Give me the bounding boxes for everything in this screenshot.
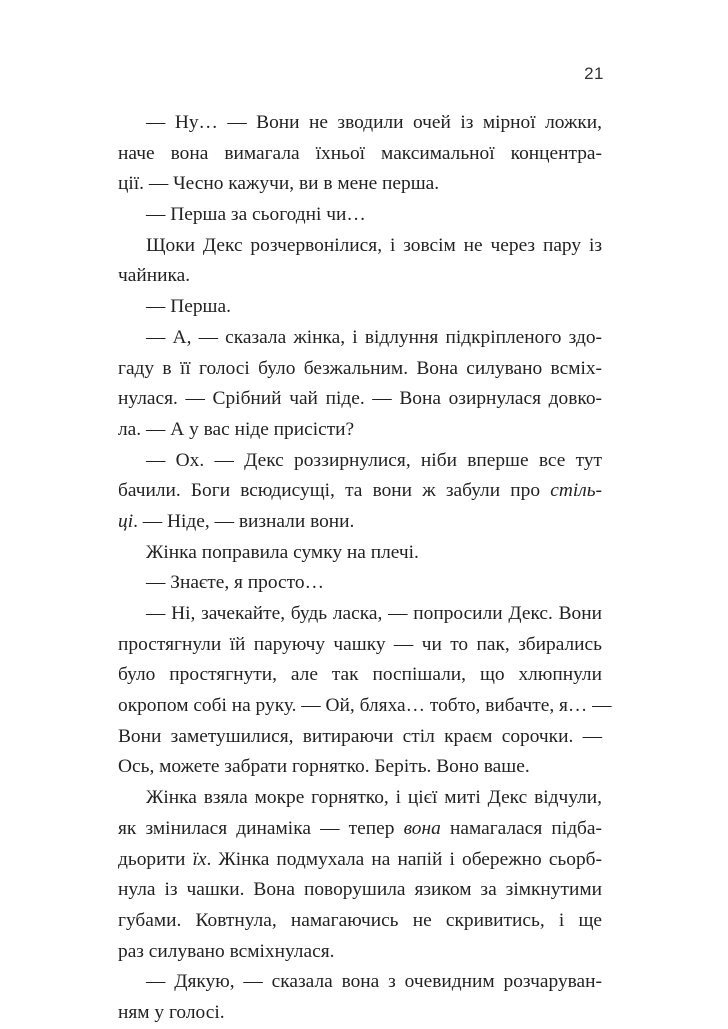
- text-line: Жінка поправила сумку на плечі.: [146, 541, 419, 563]
- text-line: — Знаєте, я просто…: [146, 572, 324, 594]
- text-line: — Перша за сьогодні чи…: [146, 204, 366, 226]
- italic-text: стіль-: [550, 480, 602, 502]
- body-text: [118, 108, 612, 1029]
- text-line: — Перша.: [146, 296, 231, 318]
- text-span: . — Ніде, — визнали вони.: [133, 510, 355, 532]
- text-line: ції. — Чесно кажучи, ви в мене перша.: [118, 173, 440, 195]
- text-line: Щоки Декс розчервонілися, і зовсім не через пару із: [146, 234, 602, 256]
- text-line: — Ох. — Декс роззирнулися, ніби вперше все тут: [146, 449, 602, 471]
- text-line: — А, — сказала жінка, і відлуння підкріпленого здо-: [146, 326, 602, 348]
- text-span: намагалася підба-: [440, 817, 602, 839]
- text-line: нулася. — Срібний чай піде. — Вона озирнулася довко-: [118, 388, 602, 410]
- text-line: губами. Ковтнула, намагаючись не скривитись, і ще: [118, 909, 602, 931]
- text-line: ла. — А у вас ніде присісти?: [118, 418, 355, 440]
- text-line: [118, 507, 602, 538]
- text-line: раз силувано всміхнулася.: [118, 940, 335, 962]
- text-line: [118, 814, 602, 845]
- text-line: — Дякую, — сказала вона з очевидним розчаруван-: [146, 971, 602, 993]
- text-span: бачили. Боги всюдисущі, та вони ж забули про: [118, 480, 551, 502]
- text-line: було простягнути, але так поспішали, що хлюпнули: [118, 664, 602, 686]
- page-number: 21: [584, 64, 604, 83]
- text-line: простягнули їй паруючу чашку — чи то пак, збирались: [118, 633, 602, 655]
- text-line: гаду в її голосі було безжальним. Вона силувано всміх-: [118, 357, 602, 379]
- text-line: окропом собі на руку. — Ой, бляха… тобто, вибачте, я… —: [118, 695, 612, 717]
- text-line: Вони заметушилися, витираючи стіл краєм сорочки. —: [118, 725, 602, 747]
- text-line: чайника.: [118, 265, 191, 287]
- text-line: Жінка взяла мокре горнятко, і цієї миті Декс відчули,: [146, 787, 602, 809]
- text-span: . Жінка подмухала на напій і обережно сьорб-: [206, 848, 602, 870]
- text-line: ням у голосі.: [118, 1001, 225, 1023]
- text-span: як змінилася динаміка — тепер: [118, 817, 404, 839]
- italic-text: їх: [192, 848, 207, 870]
- italic-text: вона: [403, 817, 441, 839]
- text-line: — Ні, зачекайте, будь ласка, — попросили Декс. Вони: [146, 603, 602, 624]
- text-span: дьорити: [118, 848, 193, 870]
- italic-text: ці: [118, 510, 134, 532]
- text-line: Ось, можете забрати горнятко. Беріть. Воно ваше.: [118, 756, 530, 778]
- text-line: наче вона вимагала їхньої максимальної концентра-: [118, 142, 602, 164]
- text-line: — Ну… — Вони не зводили очей із мірної ложки,: [146, 112, 602, 133]
- text-line: [118, 845, 602, 876]
- text-line: [118, 476, 602, 507]
- text-line: нула із чашки. Вона поворушила язиком за зімкнутими: [118, 879, 602, 901]
